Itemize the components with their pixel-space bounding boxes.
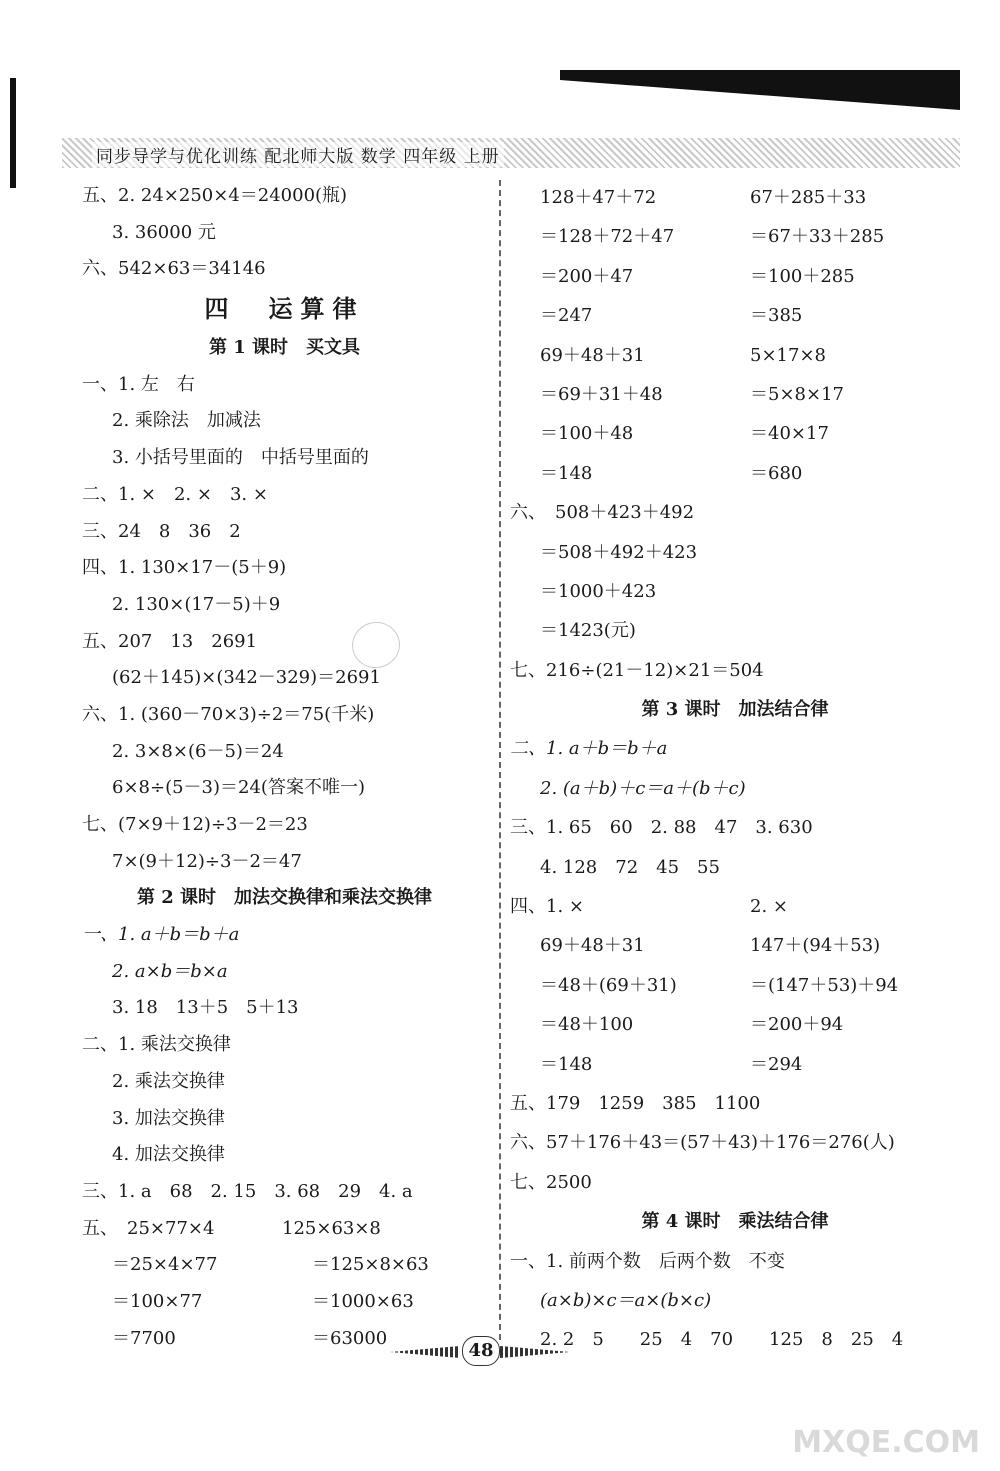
answer-line: 一、1. a＋b＝b＋a bbox=[82, 924, 240, 946]
work-right: 67＋285＋33 bbox=[750, 187, 867, 208]
work-left: ＝25×4×77 bbox=[112, 1254, 218, 1276]
work-line bbox=[510, 296, 960, 335]
answer-line: 七、216÷(21－12)×21＝504 bbox=[510, 659, 764, 681]
answer-line: 3. 36000 元 bbox=[112, 221, 216, 243]
answer-line: ＝1000＋423 bbox=[540, 580, 657, 602]
answer-line: 3. 18 13＋5 5＋13 bbox=[112, 997, 299, 1019]
work-left: ＝100＋48 bbox=[540, 423, 634, 445]
work-left: ＝48＋(69＋31) bbox=[540, 974, 677, 996]
running-header bbox=[62, 138, 960, 168]
answer-line: 2. 2 5 25 4 70 125 8 25 4 bbox=[540, 1329, 904, 1351]
work-left: 128＋47＋72 bbox=[540, 187, 657, 208]
answer-line: 七、(7×9＋12)÷3－2＝23 bbox=[82, 814, 308, 835]
work-left: 五、 25×77×4 bbox=[82, 1217, 215, 1239]
work-right: ＝680 bbox=[750, 462, 803, 484]
work-right: 147＋(94＋53) bbox=[750, 935, 881, 957]
lesson-title: 第 1 课时 买文具 bbox=[208, 337, 361, 359]
answer-line: 二、1. a＋b＝b＋a bbox=[510, 738, 668, 760]
work-left: ＝148 bbox=[540, 1053, 593, 1075]
answer-line: 七、2500 bbox=[510, 1171, 592, 1193]
page-number: 48 bbox=[462, 1336, 500, 1366]
answer-line: 6×8÷(5－3)＝24(答案不唯一) bbox=[112, 777, 365, 799]
work-line bbox=[510, 375, 960, 414]
answer-line: 2. (a＋b)＋c＝a＋(b＋c) bbox=[540, 777, 746, 799]
work-line bbox=[510, 414, 960, 453]
work-right: 5×17×8 bbox=[750, 344, 826, 366]
work-line bbox=[510, 336, 960, 375]
work-left: ＝128＋72＋47 bbox=[540, 226, 675, 248]
answer-line: 一、1. 左 右 bbox=[82, 373, 195, 395]
work-right: ＝385 bbox=[750, 305, 803, 327]
work-left: 69＋48＋31 bbox=[540, 344, 645, 366]
lesson-title: 第 4 课时 乘法结合律 bbox=[641, 1211, 829, 1233]
header-wedge-decoration bbox=[560, 70, 960, 110]
work-line bbox=[82, 1284, 487, 1321]
answer-line: (62＋145)×(342－329)＝2691 bbox=[112, 667, 381, 689]
answer-line: ＝1423(元) bbox=[540, 620, 636, 642]
work-left: ＝100×77 bbox=[112, 1290, 203, 1312]
answer-line: 五、179 1259 385 1100 bbox=[510, 1092, 761, 1114]
answer-line: 4. 128 72 45 55 bbox=[540, 856, 720, 878]
answer-line: 2. 130×(17－5)＋9 bbox=[112, 593, 281, 615]
left-column bbox=[82, 178, 487, 1357]
answer-line: 五、2. 24×250×4＝24000(瓶) bbox=[82, 185, 348, 206]
work-right: ＝67＋33＋285 bbox=[750, 226, 885, 248]
site-watermark bbox=[792, 1370, 980, 1460]
work-left: ＝200＋47 bbox=[540, 265, 634, 287]
answer-line: 六、57＋176＋43＝(57＋43)＋176＝276(人) bbox=[510, 1132, 895, 1154]
work-line bbox=[510, 1045, 960, 1084]
work-right: ＝125×8×63 bbox=[312, 1254, 429, 1276]
answer-line: 三、1. 65 60 2. 88 47 3. 630 bbox=[510, 817, 813, 839]
work-left: ＝7700 bbox=[112, 1327, 176, 1349]
work-right: ＝(147＋53)＋94 bbox=[750, 974, 899, 996]
work-right: 125×63×8 bbox=[282, 1217, 381, 1239]
work-right: ＝1000×63 bbox=[312, 1290, 414, 1312]
lesson-title: 第 2 课时 加法交换律和乘法交换律 bbox=[136, 887, 433, 909]
answer-line: 三、24 8 36 2 bbox=[82, 520, 241, 542]
work-left: ＝247 bbox=[540, 305, 593, 327]
work-left: 四、1. × bbox=[510, 896, 584, 918]
work-line bbox=[510, 257, 960, 296]
answer-line: 五、207 13 2691 bbox=[82, 630, 258, 652]
scan-edge-mark bbox=[10, 78, 16, 188]
work-line bbox=[510, 1005, 960, 1044]
answer-line: 三、1. a 68 2. 15 3. 68 29 4. a bbox=[82, 1180, 413, 1202]
answer-line: 3. 小括号里面的 中括号里面的 bbox=[112, 447, 369, 469]
right-column bbox=[510, 178, 960, 1360]
work-line bbox=[510, 966, 960, 1005]
answer-line: 2. 乘除法 加减法 bbox=[112, 410, 261, 432]
work-line bbox=[82, 1211, 487, 1248]
page-footer bbox=[380, 1336, 580, 1366]
answer-line: 7×(9＋12)÷3－2＝47 bbox=[112, 850, 302, 872]
answer-line: 二、1. 乘法交换律 bbox=[82, 1034, 231, 1056]
answer-line: 2. 3×8×(6－5)＝24 bbox=[112, 740, 284, 762]
answer-line: 四、1. 130×17－(5＋9) bbox=[82, 557, 287, 579]
work-line bbox=[510, 454, 960, 493]
lesson-title: 第 3 课时 加法结合律 bbox=[641, 699, 829, 721]
work-right: ＝40×17 bbox=[750, 423, 829, 445]
work-left: ＝48＋100 bbox=[540, 1014, 634, 1036]
answer-line: 六、 508＋423＋492 bbox=[510, 502, 695, 524]
answer-line: (a×b)×c＝a×(b×c) bbox=[540, 1289, 712, 1311]
chapter-title: 四 运算律 bbox=[204, 294, 365, 324]
work-right: 2. × bbox=[750, 896, 788, 918]
work-line bbox=[510, 178, 960, 217]
work-line bbox=[510, 887, 960, 926]
work-left: 69＋48＋31 bbox=[540, 935, 645, 957]
header-title: 同步导学与优化训练 配北师大版 数学 四年级 上册 bbox=[92, 142, 504, 167]
answer-line: 2. a×b＝b×a bbox=[112, 960, 228, 982]
footer-ornament-icon bbox=[390, 1346, 460, 1358]
work-right: ＝5×8×17 bbox=[750, 383, 844, 405]
answer-line: 一、1. 前两个数 后两个数 不变 bbox=[510, 1250, 785, 1272]
answer-line: 二、1. × 2. × 3. × bbox=[82, 483, 268, 505]
work-left: ＝69＋31＋48 bbox=[540, 383, 663, 405]
work-line bbox=[510, 926, 960, 965]
answer-line: ＝508＋492＋423 bbox=[540, 541, 698, 563]
work-right: ＝294 bbox=[750, 1053, 803, 1075]
work-right: ＝63000 bbox=[312, 1327, 388, 1349]
answer-line: 2. 乘法交换律 bbox=[112, 1070, 225, 1092]
answer-line: 3. 加法交换律 bbox=[112, 1107, 225, 1129]
answer-line: 4. 加法交换律 bbox=[112, 1144, 225, 1166]
work-line bbox=[510, 217, 960, 256]
work-right: ＝100＋285 bbox=[750, 265, 855, 287]
answer-line: 六、1. (360－70×3)÷2＝75(千米) bbox=[82, 703, 375, 725]
footer-ornament-icon bbox=[500, 1346, 570, 1358]
work-left: ＝148 bbox=[540, 462, 593, 484]
answer-line: 六、542×63＝34146 bbox=[82, 258, 266, 280]
work-right: ＝200＋94 bbox=[750, 1014, 844, 1036]
watermark-text: MXQE.COM bbox=[792, 1425, 980, 1460]
work-line bbox=[82, 1247, 487, 1284]
column-divider bbox=[499, 180, 501, 1340]
